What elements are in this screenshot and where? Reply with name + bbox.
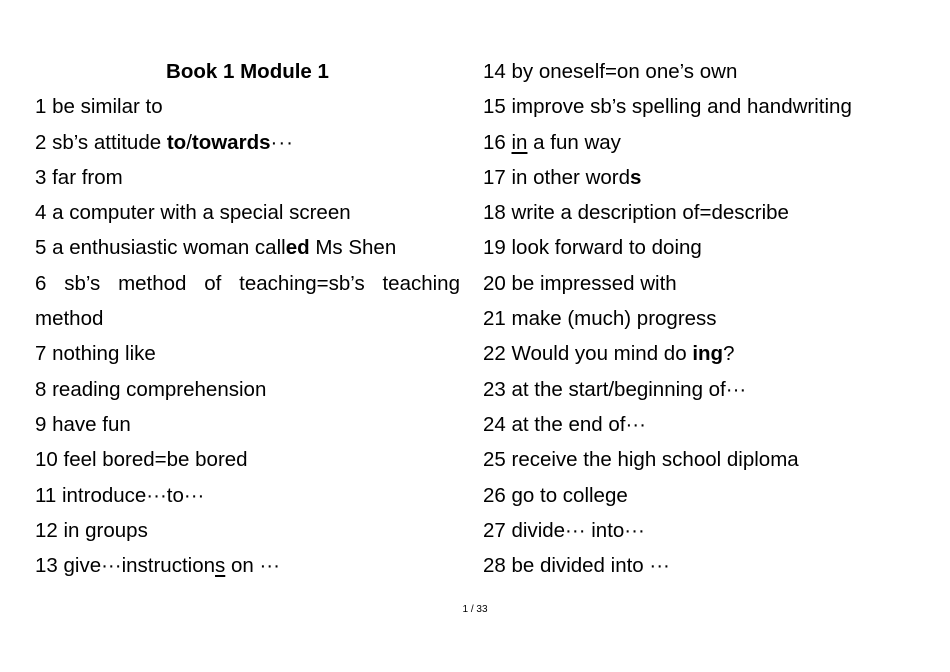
phrase-27: 27 divide··· into···	[483, 518, 645, 542]
left-column	[35, 54, 460, 583]
phrase-2	[35, 125, 460, 160]
phrase-23: 23 at the start/beginning of···	[483, 377, 747, 401]
phrase-21: 21 make (much) progress	[483, 307, 717, 331]
phrase-5-tail: Ms Shen	[309, 236, 397, 260]
phrase-22	[483, 336, 903, 371]
phrase-2-bold-towards: towards	[191, 130, 271, 154]
phrase-6-word: sb’s	[64, 271, 101, 295]
phrase-16-num: 16	[483, 130, 512, 154]
phrase-9: 9 have fun	[35, 412, 131, 436]
phrase-3: 3 far from	[35, 165, 123, 189]
phrase-2-text: 2 sb’s attitude	[35, 130, 167, 154]
phrase-2-slash: /	[186, 130, 192, 154]
phrase-28: 28 be divided into ···	[483, 554, 670, 578]
phrase-5	[35, 230, 460, 265]
phrase-13	[35, 548, 460, 583]
phrase-24: 24 at the end of···	[483, 412, 646, 436]
phrase-6	[35, 266, 460, 301]
phrase-6-word: teaching	[382, 271, 460, 295]
phrase-15: 15 improve sb’s spelling and handwriting	[483, 95, 852, 119]
phrase-6-word: method	[118, 271, 187, 295]
phrase-7: 7 nothing like	[35, 342, 156, 366]
phrase-16-tail: a fun way	[527, 130, 621, 154]
phrase-16	[483, 125, 903, 160]
phrase-22-question-mark: ?	[723, 342, 735, 366]
phrase-16-underlined-in: in	[511, 130, 528, 154]
phrase-14: 14 by oneself=on one’s own	[483, 60, 738, 83]
phrase-8: 8 reading comprehension	[35, 377, 267, 401]
phrase-17-text: 17 in other word	[483, 165, 631, 189]
phrase-13-underlined-s: s	[215, 554, 226, 578]
phrase-6-word: 6	[35, 271, 47, 295]
phrase-2-bold-to: to	[166, 130, 187, 154]
phrase-6-word: of	[204, 271, 222, 295]
phrase-11: 11 introduce···to···	[35, 483, 205, 507]
phrase-10: 10 feel bored=be bored	[35, 448, 248, 472]
phrase-26: 26 go to college	[483, 483, 628, 507]
page-heading: Book 1 Module 1	[166, 60, 329, 83]
phrase-25: 25 receive the high school diploma	[483, 448, 799, 472]
phrase-20: 20 be impressed with	[483, 271, 677, 295]
phrase-13-tail: on ···	[225, 554, 280, 578]
phrase-17-bold-s: s	[630, 165, 642, 189]
phrase-6-word: teaching=sb’s	[239, 271, 365, 295]
phrase-17	[483, 160, 903, 195]
phrase-1: 1 be similar to	[35, 95, 163, 119]
phrase-13-text: 13 give···instruction	[35, 554, 216, 578]
phrase-2-dots: ···	[270, 130, 294, 154]
page-number: 1 / 33	[462, 604, 488, 615]
phrase-22-bold-ing: ing	[692, 342, 724, 366]
phrase-22-text: 22 Would you mind do	[483, 342, 693, 366]
phrase-19: 19 look forward to doing	[483, 236, 702, 260]
phrase-5-bold-ed: ed	[285, 236, 310, 260]
phrase-6-continued: method	[35, 307, 104, 331]
phrase-12: 12 in groups	[35, 518, 148, 542]
phrase-5-text: 5 a enthusiastic woman call	[35, 236, 286, 260]
phrase-4: 4 a computer with a special screen	[35, 201, 351, 225]
right-column	[483, 54, 903, 583]
phrase-18: 18 write a description of=describe	[483, 201, 789, 225]
